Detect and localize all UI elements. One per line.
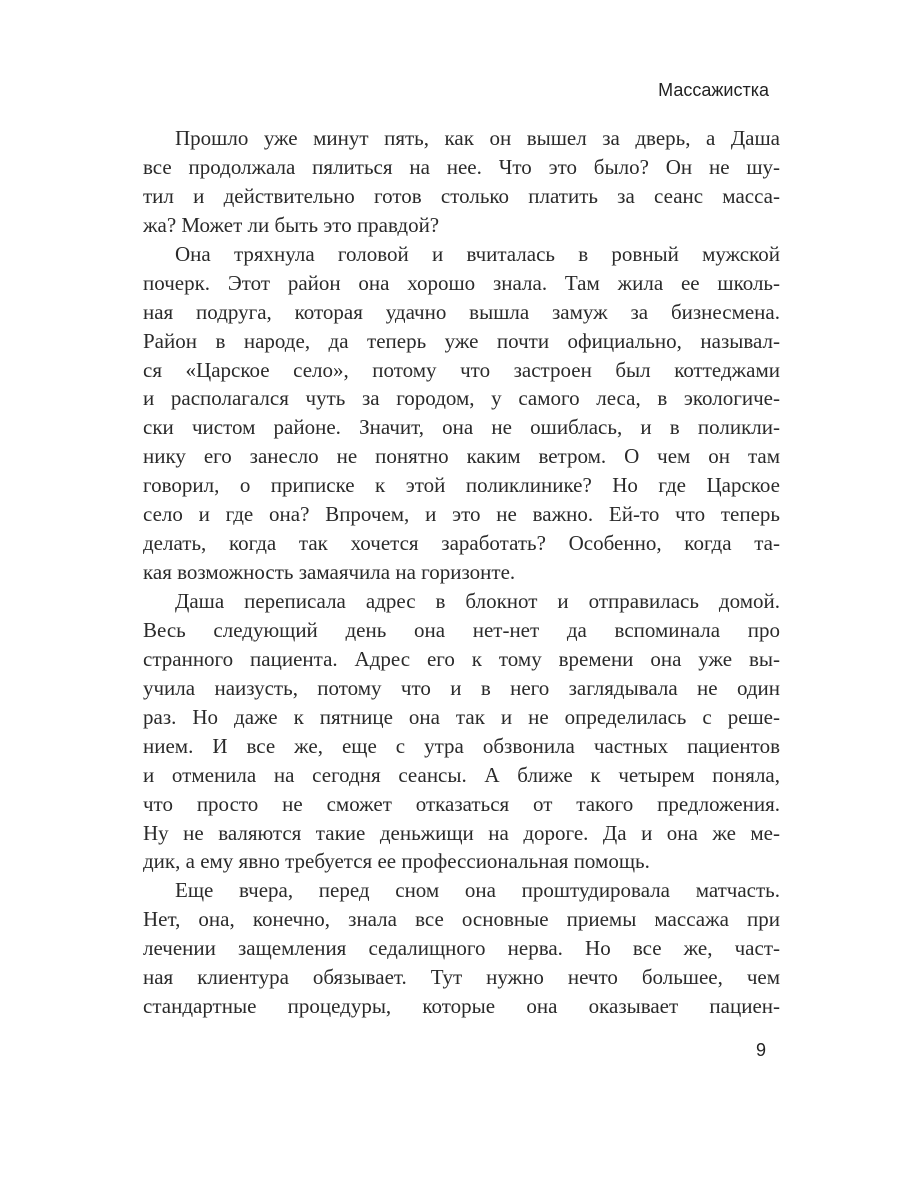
- text-line: Ну не валяются такие деньжищи на дороге. Да и она же ме-: [143, 820, 780, 845]
- text-line: Даша переписала адрес в блокнот и отправилась домой.: [175, 589, 780, 613]
- text-line: нием. И все же, еще с утра обзвонила частных пациентов: [143, 733, 780, 758]
- text-line: кая возможность замаячила на горизонте.: [143, 560, 516, 585]
- body-text: [143, 124, 780, 1021]
- text-line: и отменила на сегодня сеансы. А ближе к четырем поняла,: [143, 762, 780, 787]
- text-line: почерк. Этот район она хорошо знала. Там жила ее школь-: [143, 270, 780, 295]
- text-line: нику его занесло не понятно каким ветром. О чем он там: [143, 444, 780, 469]
- text-line: ся «Царское село», потому что застроен был коттеджами: [143, 357, 780, 382]
- running-header: Массажистка: [658, 80, 769, 100]
- text-line: Район в народе, да теперь уже почти официально, называл-: [143, 328, 780, 353]
- text-line: ная подруга, которая удачно вышла замуж за бизнесмена.: [143, 299, 780, 324]
- text-line: ски чистом районе. Значит, она не ошиблась, и в поликли-: [143, 415, 780, 440]
- text-line: жа? Может ли быть это правдой?: [143, 212, 440, 237]
- text-line: учила наизусть, потому что и в него заглядывала не один: [143, 675, 780, 700]
- text-line: говорил, о приписке к этой поликлинике? Но где Царское: [143, 473, 780, 498]
- text-line: странного пациента. Адрес его к тому времени она уже вы-: [143, 646, 780, 671]
- text-line: и располагался чуть за городом, у самого леса, в экологиче-: [143, 386, 780, 411]
- text-line: Еще вчера, перед сном она проштудировала матчасть.: [175, 878, 780, 903]
- text-line: Она тряхнула головой и вчиталась в ровный мужской: [175, 241, 780, 266]
- text-line: лечении защемления седалищного нерва. Но все же, част-: [143, 936, 780, 961]
- text-line: ная клиентура обязывает. Тут нужно нечто большее, чем: [143, 965, 780, 990]
- text-line: все продолжала пялиться на нее. Что это было? Он не шу-: [143, 154, 780, 179]
- text-line: Весь следующий день она нет-нет да вспоминала про: [143, 617, 780, 642]
- text-line: дик, а ему явно требуется ее профессиональная помощь.: [143, 849, 650, 874]
- page-number: 9: [756, 1040, 767, 1060]
- text-line: стандартные процедуры, которые она оказывает пациен-: [143, 994, 780, 1019]
- text-line: тил и действительно готов столько платить за сеанс масса-: [143, 183, 780, 208]
- text-line: Прошло уже минут пять, как он вышел за дверь, а Даша: [175, 126, 780, 150]
- text-line: что просто не сможет отказаться от такого предложения.: [143, 791, 780, 816]
- text-line: село и где она? Впрочем, и это не важно. Ей-то что теперь: [143, 502, 780, 527]
- text-line: делать, когда так хочется заработать? Особенно, когда та-: [143, 531, 780, 556]
- text-line: раз. Но даже к пятнице она так и не определилась с реше-: [143, 704, 780, 729]
- text-line: Нет, она, конечно, знала все основные приемы массажа при: [143, 907, 780, 932]
